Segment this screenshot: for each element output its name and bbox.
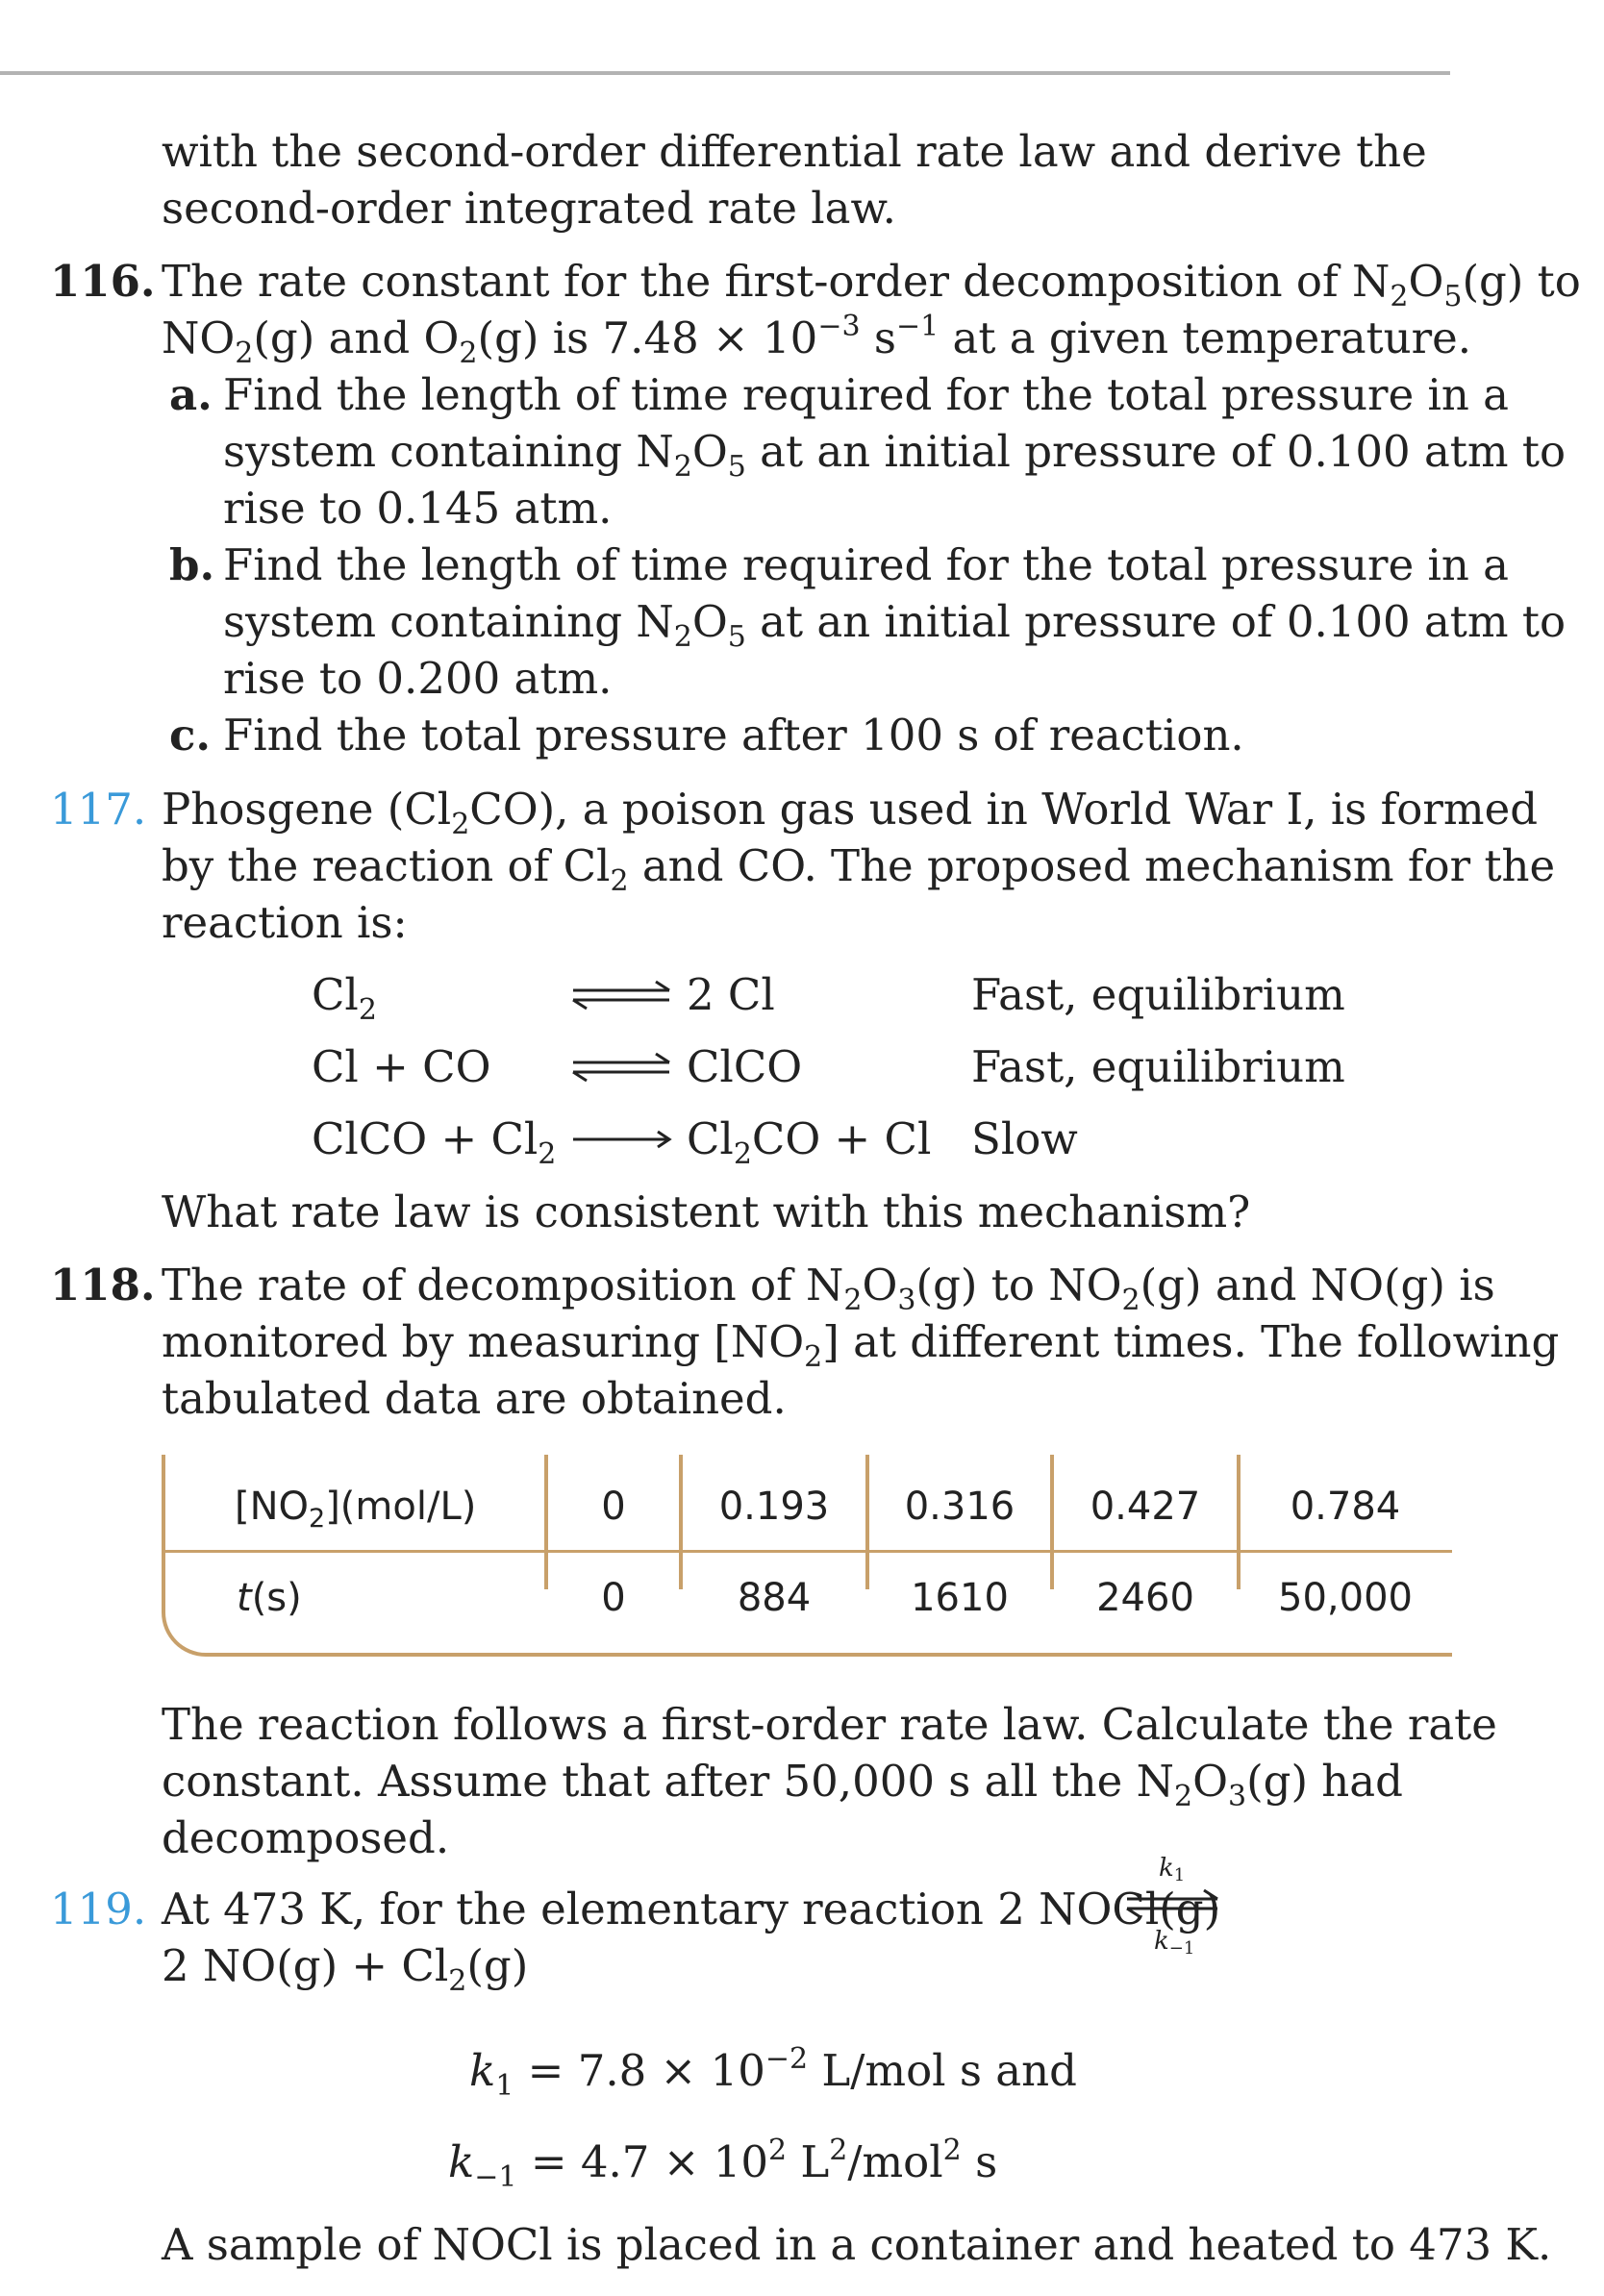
equilibrium-arrow-icon	[1123, 1887, 1223, 1922]
forward-arrow-icon	[569, 1125, 675, 1154]
table-cell: 0	[601, 1485, 626, 1529]
mech-step-2-products: ClCO	[687, 1041, 803, 1092]
mech-step-1-note: Fast, equilibrium	[971, 969, 1345, 1020]
problem-117-line-1: Phosgene $(Cl_2CO)$, a poison gas used in World War I, is formed	[162, 784, 1539, 841]
part-b-line-1: Find the length of time required for the total pressure in a	[223, 539, 1510, 590]
table-cell: 1610	[911, 1576, 1009, 1620]
page-top-rule	[0, 71, 1450, 75]
table-cell: 884	[737, 1576, 812, 1620]
equilibrium-arrow-icon	[569, 979, 675, 1013]
problem-116-line-1: The rate constant for the first-order decomposition of $N_2O_5(g)$ to	[162, 256, 1581, 313]
problem-118-line-3: tabulated data are obtained.	[162, 1373, 787, 1424]
equilibrium-arrow-icon	[569, 1051, 675, 1086]
rate-constant-reverse-label: $k_{-1}$	[1154, 1927, 1195, 1959]
k1-equation: $k_1 = 7.8 \times 10^{-2}$ L/mol s and	[469, 2042, 1077, 2103]
mech-step-3-reactants: ClCO + $Cl_2$	[312, 1113, 557, 1171]
continuation-line-1: with the second-order differential rate law and derive the	[162, 126, 1427, 177]
problem-118-para-line-2: constant. Assume that after 50,000 s all the $N_2O_3(g)$ had	[162, 1756, 1403, 1813]
table-cell: 0	[601, 1576, 626, 1620]
problem-116-number: 116.	[50, 256, 156, 307]
part-b-line-2: system containing $N_2O_5$ at an initial pressure of 0.100 atm to	[223, 596, 1566, 654]
mech-step-1-products: 2 Cl	[687, 969, 775, 1020]
part-c-line-1: Find the total pressure after 100 s of reaction.	[223, 710, 1244, 761]
continuation-line-2: second-order integrated rate law.	[162, 183, 896, 234]
table-divider	[165, 1550, 1452, 1553]
k-minus-1-equation: $k_{-1} = 4.7 \times 10^2$ $L^2/mol^2$ s	[448, 2134, 998, 2194]
problem-119-line-1: At 473 K, for the elementary reaction 2 NOCl(g)	[162, 1884, 1221, 1934]
problem-117-question: What rate law is consistent with this mechanism?	[162, 1186, 1251, 1237]
part-a-line-2: system containing $N_2O_5$ at an initial pressure of 0.100 atm to	[223, 426, 1566, 484]
mech-step-3-products: $Cl_2CO + Cl$	[687, 1113, 932, 1171]
mech-step-1-reactants: $Cl_2$	[312, 969, 377, 1027]
table-row-1-label: $[NO_2](mol/L)$	[235, 1485, 477, 1534]
problem-118-para-line-1: The reaction follows a first-order rate law. Calculate the rate	[162, 1699, 1497, 1750]
problem-116-line-2: $NO_2(g)$ and $O_2(g)$ is $7.48 \times 10^{-3}$ $s^{-1}$ at a given temperature.	[162, 310, 1472, 370]
problem-118-line-2: monitored by measuring $[NO_2]$ at different times. The following	[162, 1316, 1560, 1374]
table-cell: 0.427	[1090, 1485, 1201, 1529]
mech-step-3-note: Slow	[971, 1113, 1078, 1164]
problem-119-number: 119.	[50, 1884, 147, 1934]
problem-118-number: 118.	[50, 1260, 156, 1310]
part-b-label: b.	[169, 539, 215, 590]
part-a-line-3: rise to 0.145 atm.	[223, 483, 613, 534]
table-cell: 0.316	[904, 1485, 1015, 1529]
problem-117-line-2: by the reaction of $Cl_2$ and CO. The proposed mechanism for the	[162, 840, 1556, 898]
part-b-line-3: rise to 0.200 atm.	[223, 653, 613, 704]
problem-117-number: 117.	[50, 784, 147, 835]
table-cell: 50,000	[1278, 1576, 1413, 1620]
mech-step-2-reactants: Cl + CO	[312, 1041, 491, 1092]
mech-step-2-note: Fast, equilibrium	[971, 1041, 1345, 1092]
table-cell: 0.193	[718, 1485, 830, 1529]
problem-119-line-2: 2 $NO(g) + Cl_2(g)$	[162, 1940, 529, 1998]
rate-constant-forward-label: $k_1$	[1159, 1854, 1186, 1885]
table-row-2-label: t(s)	[237, 1576, 302, 1620]
problem-118-para-line-3: decomposed.	[162, 1812, 450, 1863]
table-cell: 2460	[1096, 1576, 1194, 1620]
part-c-label: c.	[169, 710, 212, 761]
problem-119-last-line: A sample of NOCl is placed in a container and heated to 473 K.	[162, 2219, 1552, 2270]
table-cell: 0.784	[1290, 1485, 1401, 1529]
problem-117-line-3: reaction is:	[162, 897, 408, 948]
problem-118-line-1: The rate of decomposition of $N_2O_3(g)$ to $NO_2(g)$ and NO(g) is	[162, 1260, 1495, 1317]
part-a-line-1: Find the length of time required for the total pressure in a	[223, 369, 1510, 420]
part-a-label: a.	[169, 369, 213, 420]
